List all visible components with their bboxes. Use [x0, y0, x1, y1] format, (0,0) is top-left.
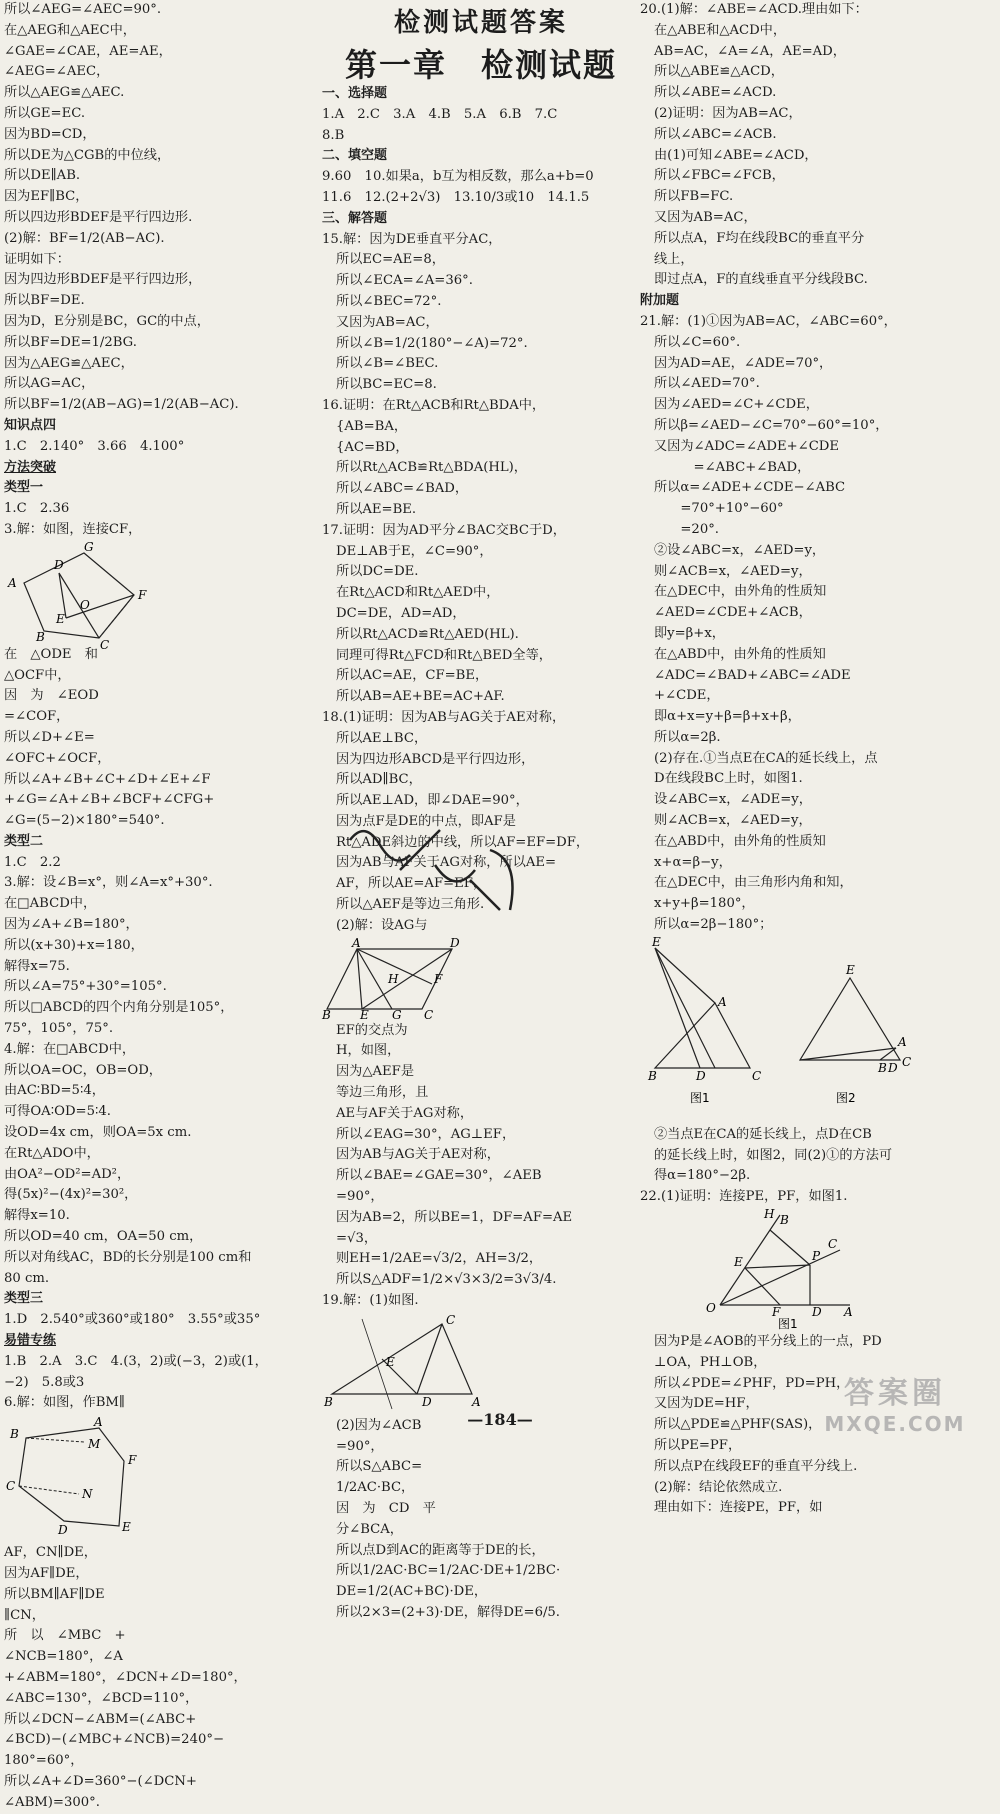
middle-line: 所以∠BEC=72°.: [336, 293, 442, 309]
middle-line: 1/2AC·BC，: [336, 1480, 415, 1496]
middle-line: 所以∠EAG=30°，AG⊥EF，: [336, 1126, 516, 1142]
left-line: 1.D 2.540°或360°或180° 3.55°或35°: [4, 1312, 261, 1328]
watermark-logo: 答案圈 MXQE.COM: [824, 1376, 966, 1436]
middle-line: AF，所以AE=AF=EF，: [336, 876, 487, 892]
left-line: 所以(x+30)+x=180，: [4, 937, 144, 953]
left-line: 类型一: [4, 480, 44, 496]
left-line: AF，CN∥DE，: [4, 1545, 97, 1561]
page-number: —184—: [467, 1410, 533, 1429]
svg-text:E: E: [56, 611, 65, 626]
right-line: 所以∠ABC=∠ACB.: [654, 126, 777, 142]
middle-line: 所以Rt△ACD≌Rt△AED(HL).: [336, 626, 519, 642]
right-line: 所以∠PDE=∠PHF，PD=PH，: [654, 1375, 850, 1391]
left-column: [4, 0, 322, 1814]
pentagon-figure: [4, 539, 154, 652]
right-line: AB=AC，∠A=∠A，AE=AD，: [654, 43, 846, 59]
right-line: 因为AD=AE，∠ADE=70°，: [654, 355, 833, 371]
middle-line: 所以DC=DE.: [336, 564, 419, 580]
middle-line: 所以AB=AE+BE=AC+AF.: [336, 689, 505, 705]
right-line: 所以PE=PF，: [654, 1438, 742, 1454]
figure-wrapper: [322, 1314, 640, 1414]
left-line: ∠AEG=∠AEC，: [4, 64, 110, 80]
svg-text:图1: 图1: [778, 1317, 798, 1332]
right-line: 在△DEC中，由三角形内角和知，: [654, 875, 853, 891]
left-line: 4.解：在□ABCD中，: [4, 1041, 136, 1057]
right-line: 所以∠AED=70°.: [654, 376, 760, 392]
figure-wrapper: [640, 1207, 996, 1332]
right-line: 所以α=2β−180°；: [654, 917, 773, 933]
left-line: 在△AEG和△AEC中，: [4, 22, 136, 38]
right-line: 所以△ABE≌△ACD，: [654, 64, 784, 80]
middle-line: 17.证明：因为AD平分∠BAC交BC于D，: [322, 522, 566, 538]
left-line: 所以AG=AC，: [4, 376, 95, 392]
figure-wrapper: [4, 539, 322, 652]
triangle-19-figure: [322, 1314, 482, 1414]
answer-title: 检测试题答案: [393, 8, 568, 38]
middle-line: 在Rt△ACD和Rt△AED中，: [336, 585, 500, 601]
middle-line: 因为AB与AG关于AE对称，: [336, 1147, 500, 1163]
left-line: 所以△AEG≌△AEC.: [4, 85, 125, 101]
left-line: 6.解：如图，作BM∥: [4, 1395, 125, 1411]
left-line: ∠ABM)=300°.: [4, 1794, 100, 1810]
left-line: 1.C 2.36: [4, 501, 70, 517]
middle-line: DE=1/2(AC+BC)·DE，: [336, 1584, 488, 1600]
left-line: 得(5x)²−(4x)²=30²，: [4, 1187, 138, 1203]
middle-line: 因为四边形ABCD是平行四边形，: [336, 751, 535, 767]
right-line: 即α+x=y+β=β+x+β，: [654, 709, 801, 725]
left-line: 方法突破: [4, 459, 57, 475]
left-line: 所以DE∥AB.: [4, 168, 81, 184]
left-line: 3.解：设∠B=x°，则∠A=x°+30°.: [4, 875, 213, 891]
svg-text:O: O: [80, 597, 90, 612]
middle-line: 所以AE⊥BC，: [336, 730, 428, 746]
svg-text:A: A: [472, 1394, 481, 1409]
middle-line: 所以AE⊥AD，即∠DAE=90°，: [336, 793, 529, 809]
svg-text:B: B: [10, 1427, 19, 1442]
svg-text:C: C: [828, 1237, 838, 1252]
right-line: 22.(1)证明：连接PE，PF，如图1.: [640, 1189, 848, 1205]
middle-line: 分∠BCA，: [336, 1521, 403, 1537]
svg-text:B: B: [648, 1068, 657, 1083]
svg-text:图1: 图1: [690, 1090, 710, 1105]
right-line: 在△ABE和△ACD中，: [654, 22, 787, 38]
left-line: ∠NCB=180°，∠A: [4, 1649, 123, 1665]
right-line: ∠ADC=∠BAD+∠ABC=∠ADE: [654, 667, 851, 683]
right-line: 21.解：(1)①因为AB=AC，∠ABC=60°，: [640, 313, 897, 329]
right-line: 理由如下：连接PE，PF，如: [654, 1500, 823, 1516]
svg-text:图2: 图2: [836, 1090, 856, 1105]
left-line: 因为BD=CD，: [4, 126, 96, 142]
middle-line: 所以∠B=∠BEC.: [336, 356, 439, 372]
right-line: 所以∠C=60°.: [654, 334, 741, 350]
right-line: (2)证明：因为AB=AC，: [654, 105, 802, 121]
right-line: x+y+β=180°，: [654, 896, 755, 912]
left-line: 因为D，E分别是BC，GC的中点，: [4, 313, 210, 329]
middle-line: 8.B: [322, 127, 345, 143]
svg-text:B: B: [878, 1060, 887, 1075]
left-line: −2) 5.8或3: [4, 1374, 85, 1390]
middle-line: 19.解：(1)如图.: [322, 1293, 419, 1309]
right-line: 由(1)可知∠ABE=∠ACD，: [654, 147, 818, 163]
left-line: (2)解：BF=1/2(AB−AC).: [4, 230, 165, 246]
handwritten-scribble: [340, 810, 570, 930]
left-line: 由AC∶BD=5∶4，: [4, 1083, 105, 1099]
right-line: =20°.: [654, 521, 719, 537]
middle-line: 15.解：因为DE垂直平分AC，: [322, 231, 502, 247]
middle-line: 1.A 2.C 3.A 4.B 5.A 6.B 7.C: [322, 106, 558, 122]
middle-line: 一、选择题: [322, 86, 388, 101]
middle-line: =90°，: [336, 1189, 384, 1205]
right-column: [640, 0, 996, 1519]
left-line: 1.C 2.2: [4, 854, 61, 870]
svg-text:C: C: [100, 637, 110, 652]
svg-text:A: A: [352, 935, 361, 950]
svg-text:C: C: [424, 1007, 434, 1022]
right-line: =∠ABC+∠BAD，: [654, 459, 811, 475]
right-line: 所以FB=FC.: [654, 189, 734, 205]
left-line: 所以GE=EC.: [4, 105, 86, 121]
svg-text:E: E: [846, 962, 855, 977]
left-line: 所 以 ∠MBC +: [4, 1628, 126, 1644]
svg-text:C: C: [752, 1068, 762, 1083]
right-line: 附加题: [640, 293, 680, 309]
left-line: ∠G=(5−2)×180°=540°.: [4, 813, 165, 829]
middle-line: 所以∠BAE=∠GAE=30°，∠AEB: [336, 1168, 542, 1184]
left-line: 因为△AEG≌△AEC，: [4, 355, 134, 371]
middle-line: 等边三角形，且: [336, 1085, 429, 1101]
svg-text:H: H: [388, 971, 399, 986]
right-line: 又因为∠ADC=∠ADE+∠CDE: [654, 438, 840, 454]
right-line: 设∠ABC=x，∠ADE=y，: [654, 792, 812, 808]
left-line: 所以BF=DE.: [4, 293, 85, 309]
middle-line: 又因为AB=AC，: [336, 314, 439, 330]
middle-line: 所以EC=AE=8，: [336, 252, 445, 268]
hexagon-figure: [4, 1416, 154, 1541]
left-line: △OCF中，: [4, 667, 71, 683]
right-line: 的延长线上时，如图2，同(2)①的方法可: [654, 1147, 893, 1163]
svg-text:D: D: [696, 1068, 706, 1083]
svg-text:A: A: [94, 1415, 103, 1430]
right-line: 所以α=∠ADE+∠CDE−∠ABC: [654, 480, 846, 496]
left-line: 80 cm.: [4, 1270, 50, 1286]
svg-text:C: C: [902, 1054, 912, 1069]
angle-22-figure: [640, 1207, 860, 1332]
middle-line: 同理可得Rt△FCD和Rt△BED全等，: [336, 647, 552, 663]
right-line: 又因为DE=HF，: [654, 1396, 759, 1412]
svg-text:A: A: [898, 1034, 907, 1049]
left-line: 由OA²−OD²=AD²，: [4, 1166, 131, 1182]
middle-line: 二、填空题: [322, 148, 388, 164]
left-line: 在 △ODE 和: [4, 646, 98, 662]
svg-text:G: G: [84, 539, 94, 554]
left-line: 所以OD=40 cm，OA=50 cm，: [4, 1229, 203, 1245]
left-line: +∠G=∠A+∠B+∠BCF+∠CFG+: [4, 792, 215, 808]
left-line: 在□ABCD中，: [4, 896, 97, 912]
right-line: 所以α=2β.: [654, 729, 721, 745]
left-line: 所以BM∥AF∥DE: [4, 1586, 105, 1602]
middle-line: 16.证明：在Rt△ACB和Rt△BDA中，: [322, 397, 546, 413]
svg-text:M: M: [88, 1437, 101, 1452]
left-line: 设OD=4x cm，则OA=5x cm.: [4, 1125, 192, 1141]
middle-line: H，如图，: [336, 1043, 401, 1059]
left-line: 因 为 ∠EOD: [4, 688, 99, 704]
middle-line: 三、解答题: [322, 210, 388, 226]
middle-line: 所以∠ECA=∠A=36°.: [336, 273, 473, 289]
left-line: ∠ABC=130°，∠BCD=110°，: [4, 1690, 199, 1706]
left-line: ∠OFC+∠OCF，: [4, 750, 111, 766]
left-line: 所以∠DCN−∠ABM=(∠ABC+: [4, 1711, 197, 1727]
svg-text:D: D: [422, 1394, 432, 1409]
right-line: 又因为AB=AC，: [654, 209, 757, 225]
svg-text:E: E: [734, 1255, 743, 1270]
middle-line: DE⊥AB于E，∠C=90°，: [336, 543, 493, 559]
left-line: 所以四边形BDEF是平行四边形.: [4, 209, 193, 225]
left-line: 所以OA=OC，OB=OD，: [4, 1062, 162, 1078]
middle-line: 所以∠ABC=∠BAD，: [336, 481, 469, 497]
left-line: 所以对角线AC，BD的长分别是100 cm和: [4, 1249, 252, 1265]
figure-21: [640, 934, 940, 1123]
left-line: 所以∠A+∠D=360°−(∠DCN+: [4, 1773, 197, 1789]
middle-line: 所以AC=AE，CF=BE，: [336, 668, 489, 684]
middle-line: 所以点D到AC的距离等于DE的长，: [336, 1542, 545, 1558]
left-line: 易错专练: [4, 1333, 57, 1349]
left-line: 所以∠A=75°+30°=105°.: [4, 979, 167, 995]
parallelogram-figure: [322, 935, 462, 1022]
left-line: 因为∠A+∠B=180°，: [4, 917, 139, 933]
middle-line: DC=DE，AD=AD，: [336, 605, 466, 621]
left-line: 1.C 2.140° 3.66 4.100°: [4, 438, 185, 454]
left-line: 证明如下：: [4, 251, 70, 267]
svg-text:F: F: [128, 1453, 137, 1468]
right-line: 在△DEC中，由外角的性质知: [654, 584, 827, 600]
middle-line: 所以BC=EC=8.: [336, 377, 437, 393]
left-line: 所以∠AEG=∠AEC=90°.: [4, 2, 162, 17]
right-line: 得α=180°−2β.: [654, 1168, 751, 1184]
right-line: x+α=β−y，: [654, 854, 732, 870]
figure-wrapper: [322, 935, 640, 1022]
svg-text:D: D: [58, 1523, 68, 1538]
right-line: 在△ABD中，由外角的性质知: [654, 833, 826, 849]
middle-line: 11.6 12.(2+2√3) 13.10/3或10 14.1.5: [322, 189, 590, 205]
right-line: +∠CDE，: [654, 688, 720, 704]
svg-text:N: N: [82, 1487, 93, 1502]
left-line: ∠GAE=∠CAE，AE=AE，: [4, 43, 172, 59]
svg-text:D: D: [54, 557, 64, 572]
figure-wrapper: [4, 1416, 322, 1541]
svg-text:D: D: [888, 1060, 898, 1075]
left-line: 1.B 2.A 3.C 4.(3，2)或(−3，2)或(1，: [4, 1353, 268, 1369]
left-line: 因为AF∥DE，: [4, 1566, 89, 1581]
svg-text:F: F: [138, 587, 147, 602]
svg-text:E: E: [652, 934, 661, 949]
left-line: 180°=60°，: [4, 1753, 84, 1769]
svg-text:A: A: [8, 575, 17, 590]
left-line: 在Rt△ADO中，: [4, 1145, 100, 1161]
right-line: 所以β=∠AED−∠C=70°−60°=10°，: [654, 417, 889, 433]
right-line: D在线段BC上时，如图1.: [654, 771, 803, 787]
middle-line: (2)解：设AG与: [336, 917, 428, 933]
left-line: ∠BCD)−(∠MBC+∠NCB)=240°−: [4, 1732, 224, 1748]
middle-line: 因为点F是DE的中点，即AF是: [336, 813, 516, 829]
right-line: 所以点P在线段EF的垂直平分线上.: [654, 1458, 858, 1474]
right-line: (2)存在.①当点E在CA的延长线上，点: [654, 750, 878, 766]
middle-line: {AB=BA，: [336, 418, 408, 434]
right-line: 所以△PDE≌△PHF(SAS)，: [654, 1417, 822, 1433]
middle-line: 所以S△ABC=: [336, 1459, 423, 1475]
left-line: +∠ABM=180°，∠DCN+∠D=180°，: [4, 1669, 247, 1685]
svg-text:D: D: [450, 935, 460, 950]
left-line: 所以∠D+∠E=: [4, 729, 95, 745]
left-line: 所以BF=DE=1/2BG.: [4, 334, 137, 350]
left-line: 解得x=10.: [4, 1208, 70, 1224]
left-line: 解得x=75.: [4, 958, 70, 974]
svg-text:F: F: [434, 971, 443, 986]
chapter-title: 第一章 检测试题: [344, 46, 617, 84]
middle-line: 所以AD∥BC，: [336, 772, 422, 788]
left-line: =∠COF，: [4, 709, 70, 725]
middle-line: EF的交点为: [336, 1022, 408, 1038]
right-line: 因为∠AED=∠C+∠CDE，: [654, 397, 819, 413]
left-line: 知识点四: [4, 417, 57, 433]
middle-line: 所以2×3=(2+3)·DE，解得DE=6/5.: [336, 1605, 560, 1620]
svg-text:B: B: [322, 1007, 331, 1022]
middle-line: Rt△ADE斜边的中线，所以AF=EF=DF，: [336, 834, 590, 850]
middle-line: 所以Rt△ACB≌Rt△BDA(HL)，: [336, 460, 527, 476]
svg-text:E: E: [122, 1520, 131, 1535]
left-line: 75°，105°，75°.: [4, 1021, 114, 1037]
middle-line: 所以△AEF是等边三角形.: [336, 897, 485, 913]
svg-text:B: B: [36, 629, 45, 644]
left-line: 3.解：如图，连接CF，: [4, 521, 142, 537]
svg-text:A: A: [718, 994, 727, 1009]
svg-text:G: G: [392, 1007, 402, 1022]
svg-text:O: O: [706, 1301, 716, 1316]
middle-line: 则EH=1/2AE=√3/2，AH=3/2，: [336, 1251, 543, 1267]
right-line: =70°+10°−60°: [654, 501, 784, 517]
middle-line: =√3，: [336, 1230, 378, 1246]
right-line: 线上，: [654, 251, 694, 267]
svg-text:D: D: [812, 1305, 822, 1320]
left-line: 因为EF∥BC，: [4, 189, 89, 205]
right-line: ∠AED=∠CDE+∠ACB，: [654, 605, 812, 621]
svg-text:B: B: [780, 1213, 789, 1228]
right-line: 因为P是∠AOB的平分线上的一点，PD: [654, 1334, 882, 1350]
left-line: 所以DE为△CGB的中位线，: [4, 147, 171, 163]
middle-line: 9.60 10.如果a，b互为相反数，那么a+b=0: [322, 169, 594, 185]
right-line: 在△ABD中，由外角的性质知: [654, 646, 826, 662]
middle-line: {AC=BD，: [336, 439, 409, 455]
middle-line: AE与AF关于AG对称，: [336, 1105, 474, 1121]
right-line: 所以∠FBC=∠FCB，: [654, 168, 785, 184]
right-line: 20.(1)解：∠ABE=∠ACD.理由如下：: [640, 2, 868, 17]
right-line: 即过点A，F的直线垂直平分线段BC.: [654, 272, 868, 288]
right-line: ②当点E在CA的延长线上，点D在CB: [654, 1126, 872, 1142]
svg-text:C: C: [6, 1479, 16, 1494]
right-line: ②设∠ABC=x，∠AED=y，: [654, 542, 826, 558]
left-line: 所以□ABCD的四个内角分别是105°，: [4, 1000, 234, 1016]
middle-line: =90°，: [336, 1438, 384, 1454]
middle-line: 因为AB=2，所以BE=1，DF=AF=AE: [336, 1209, 573, 1225]
svg-text:E: E: [360, 1007, 369, 1022]
middle-line: 所以AE=BE.: [336, 501, 417, 517]
left-line: 所以BF=1/2(AB−AG)=1/2(AB−AC).: [4, 397, 239, 413]
right-line: ⊥OA，PH⊥OB，: [654, 1354, 767, 1370]
svg-text:A: A: [844, 1305, 853, 1320]
middle-line: 因 为 CD 平: [336, 1501, 436, 1517]
right-line: 则∠ACB=x，∠AED=y，: [654, 813, 812, 829]
left-line: 可得OA∶OD=5∶4.: [4, 1104, 111, 1120]
svg-text:C: C: [446, 1312, 456, 1327]
left-line: 类型三: [4, 1291, 44, 1307]
middle-line: 因为AB与AF关于AG对称，所以AE=: [336, 855, 557, 871]
middle-line: 所以S△ADF=1/2×√3×3/2=3√3/4.: [336, 1272, 557, 1288]
figure-wrapper: [640, 934, 996, 1123]
svg-text:B: B: [324, 1394, 333, 1409]
right-line: 所以点A，F均在线段BC的垂直平分: [654, 230, 865, 246]
right-line: 所以∠ABE=∠ACD.: [654, 85, 777, 101]
svg-text:F: F: [772, 1305, 781, 1320]
middle-line: (2)因为∠ACB: [336, 1417, 422, 1433]
right-line: 即y=β+x，: [654, 625, 725, 641]
svg-text:H: H: [764, 1207, 775, 1222]
left-line: ∥CN，: [4, 1607, 45, 1623]
middle-line: 所以1/2AC·BC=1/2AC·DE+1/2BC·: [336, 1563, 561, 1579]
middle-line: 因为△AEF是: [336, 1064, 415, 1080]
right-line: 则∠ACB=x，∠AED=y，: [654, 563, 812, 579]
left-line: 因为四边形BDEF是平行四边形，: [4, 272, 202, 288]
middle-line: 18.(1)证明：因为AB与AG关于AE对称，: [322, 709, 566, 725]
svg-text:E: E: [386, 1354, 395, 1369]
svg-text:P: P: [812, 1249, 821, 1264]
left-line: 类型二: [4, 833, 44, 849]
right-line: (2)解：结论依然成立.: [654, 1479, 783, 1495]
left-line: 所以∠A+∠B+∠C+∠D+∠E+∠F: [4, 771, 211, 787]
middle-line: 所以∠B=1/2(180°−∠A)=72°.: [336, 335, 528, 351]
